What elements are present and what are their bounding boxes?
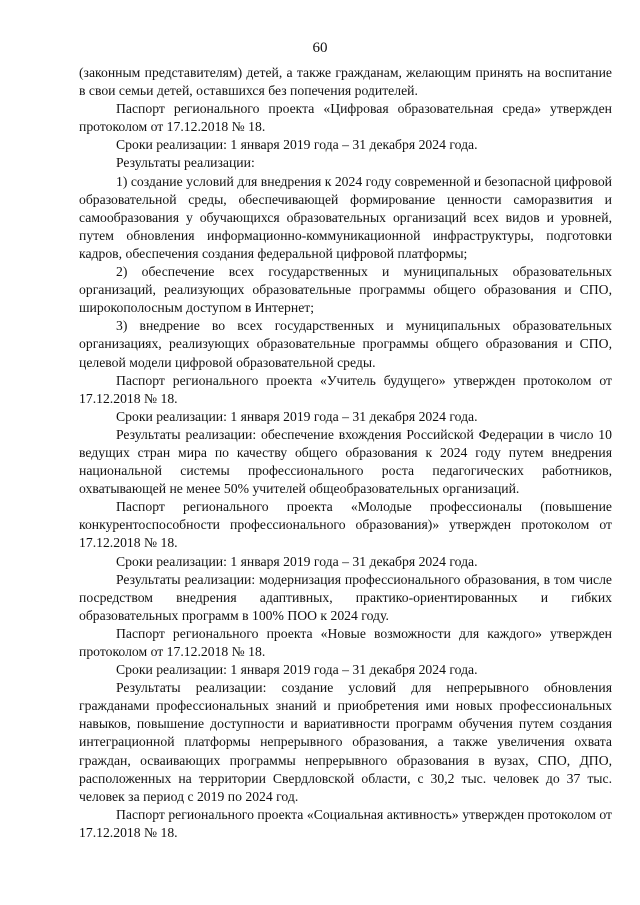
- list-item-result-1: 1) создание условий для внедрения к 2024 году современной и безопасной цифровой образовательной среды, обеспечивающей формирование ценности саморазвития и самообразования у обучающихся образовательных организаций всех видов и уровней, путем обновления информационно-коммуникационной инфраструктуры, подготовки кадров, обеспечения создания федеральной цифровой платформы;: [79, 173, 612, 261]
- list-item-result-2: 2) обеспечение всех государственных и муниципальных образовательных организаций, реализующих образовательные программы общего образования и СПО, широкополосным доступом в Интернет;: [79, 264, 612, 316]
- paragraph-young-pros-passport: Паспорт регионального проекта «Молодые профессионалы (повышение конкурентоспособности профессионального образования)» утвержден протоколом от 17.12.2018 № 18.: [79, 499, 612, 551]
- paragraph-social-activity-passport: Паспорт регионального проекта «Социальная активность» утвержден протоколом от 17.12.2018 № 18.: [79, 806, 612, 840]
- paragraph-new-opportunities-passport: Паспорт регионального проекта «Новые возможности для каждого» утвержден протоколом от 17.12.2018 № 18.: [79, 625, 612, 659]
- paragraph-teacher-results: Результаты реализации: обеспечение вхождения Российской Федерации в число 10 ведущих стран мира по качеству общего образования к 2024 году путем внедрения национальной системы профессионального роста педагогических работников, охватывающей не менее 50% учителей общеобразовательных организаций.: [79, 426, 612, 497]
- paragraph-continuation: (законным представителям) детей, а также гражданам, желающим принять на воспитание в свои семьи детей, оставшихся без попечения родителей.: [79, 65, 612, 99]
- body-text: [79, 64, 612, 842]
- paragraph-new-opportunities-results: Результаты реализации: создание условий для непрерывного обновления гражданами профессиональных знаний и приобретения ими новых профессиональных навыков, повышение доступности и вариативности программ обучения путем создания интеграционной платформы непрерывного образования, а также увеличения охвата граждан, осваивающих программы непрерывного образования в вузах, СПО, ДПО, расположенных на территории Свердловской области, с 30,2 тыс. человек до 37 тыс. человек за период с 2019 по 2024 год.: [79, 680, 612, 804]
- paragraph-digital-env-results-heading: Результаты реализации:: [116, 155, 255, 171]
- list-item-result-3: 3) внедрение во всех государственных и муниципальных образовательных организациях, реализующих образовательные программы общего образования и СПО, целевой модели цифровой образовательной среды.: [79, 318, 612, 370]
- paragraph-digital-env-dates: Сроки реализации: 1 января 2019 года – 31 декабря 2024 года.: [116, 137, 478, 153]
- page-number: 60: [312, 40, 328, 56]
- paragraph-young-pros-dates: Сроки реализации: 1 января 2019 года – 31 декабря 2024 года.: [116, 553, 478, 569]
- paragraph-new-opportunities-dates: Сроки реализации: 1 января 2019 года – 31 декабря 2024 года.: [116, 662, 478, 678]
- paragraph-young-pros-results: Результаты реализации: модернизация профессионального образования, в том числе посредством внедрения адаптивных, практико-ориентированных и гибких образовательных программ в 100% ПОО к 2024 году.: [79, 571, 612, 623]
- paragraph-teacher-passport: Паспорт регионального проекта «Учитель будущего» утвержден протоколом от 17.12.2018 № 18.: [79, 372, 612, 406]
- paragraph-digital-env-passport: Паспорт регионального проекта «Цифровая образовательная среда» утвержден протоколом от 17.12.2018 № 18.: [79, 101, 612, 135]
- paragraph-teacher-dates: Сроки реализации: 1 января 2019 года – 31 декабря 2024 года.: [116, 408, 478, 424]
